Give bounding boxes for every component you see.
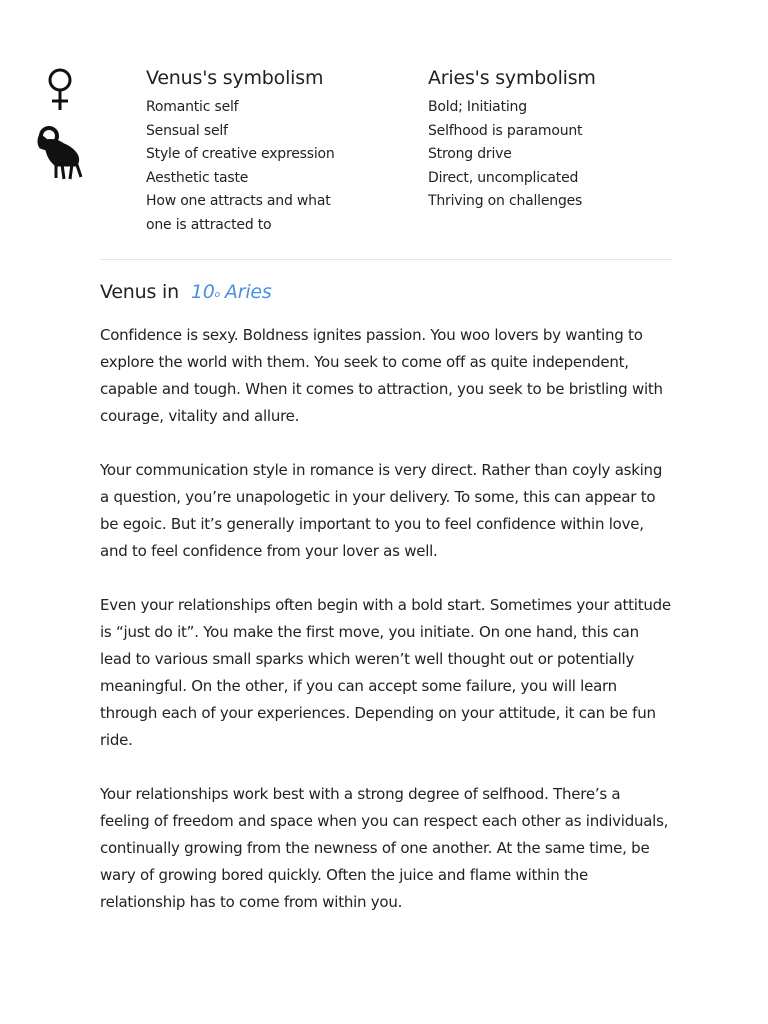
aries-symbolism-item: Strong drive bbox=[428, 146, 512, 162]
aries-symbolism-list bbox=[428, 96, 678, 214]
placement-degree: 10 bbox=[190, 281, 215, 303]
ram-icon bbox=[34, 122, 88, 182]
venus-symbolism-section bbox=[146, 64, 396, 237]
venus-symbolism-item: How one attracts and what one is attracted to bbox=[146, 193, 331, 233]
venus-symbolism-item: Aesthetic taste bbox=[146, 169, 249, 186]
aries-symbolism-item: Thriving on challenges bbox=[428, 193, 583, 209]
venus-symbolism-list bbox=[146, 96, 396, 237]
venus-symbolism-item: Sensual self bbox=[146, 122, 228, 139]
interpretation-paragraph: Your relationships work best with a strong degree of selfhood. There’s a feeling of freedom and space when you can respect each other as individuals, continually growing from the newness of one another. At the same time, be wary of growing bored quickly. Often the juice and flame within the relationship has to come from within you. bbox=[100, 785, 669, 911]
interpretation-paragraph: Confidence is sexy. Boldness ignites passion. You woo lovers by wanting to explore the world with them. You seek to come off as quite independent, capable and tough. When it comes to attraction, you seek to be bristling with courage, vitality and allure. bbox=[100, 326, 663, 425]
placement-link[interactable] bbox=[191, 281, 272, 303]
venus-symbolism-title: Venus's symbolism bbox=[146, 67, 324, 89]
aries-symbolism-item: Direct, uncomplicated bbox=[428, 169, 579, 186]
venus-symbolism-item: Romantic self bbox=[146, 99, 239, 115]
placement-planet-prefix: Venus in bbox=[100, 281, 179, 303]
interpretation-paragraph: Your communication style in romance is very direct. Rather than coyly asking a question, you’re unapologetic in your delivery. To some, this can appear to be egoic. But it’s generally important to you to feel confidence within love, and to feel confidence from your lover as well. bbox=[100, 461, 663, 560]
placement-heading bbox=[100, 278, 272, 309]
placement-sign: Aries bbox=[224, 281, 272, 303]
interpretation-text bbox=[100, 322, 672, 943]
section-divider bbox=[100, 259, 672, 260]
venus-symbol-icon bbox=[40, 66, 80, 112]
aries-symbolism-item: Bold; Initiating bbox=[428, 99, 527, 115]
aries-symbolism-section bbox=[428, 64, 678, 214]
interpretation-paragraph: Even your relationships often begin with a bold start. Sometimes your attitude is “just do it”. You make the first move, you initiate. On one hand, this can lead to various small sparks which weren’t well thought out or potentially meaningful. On the other, if you can accept some failure, you will learn through each of your experiences. Depending on your attitude, it can be fun ride. bbox=[100, 596, 671, 749]
venus-symbolism-item: Style of creative expression bbox=[146, 146, 335, 162]
degree-symbol: o bbox=[214, 290, 220, 300]
aries-symbolism-title: Aries's symbolism bbox=[428, 67, 596, 89]
aries-symbolism-item: Selfhood is paramount bbox=[428, 122, 583, 139]
